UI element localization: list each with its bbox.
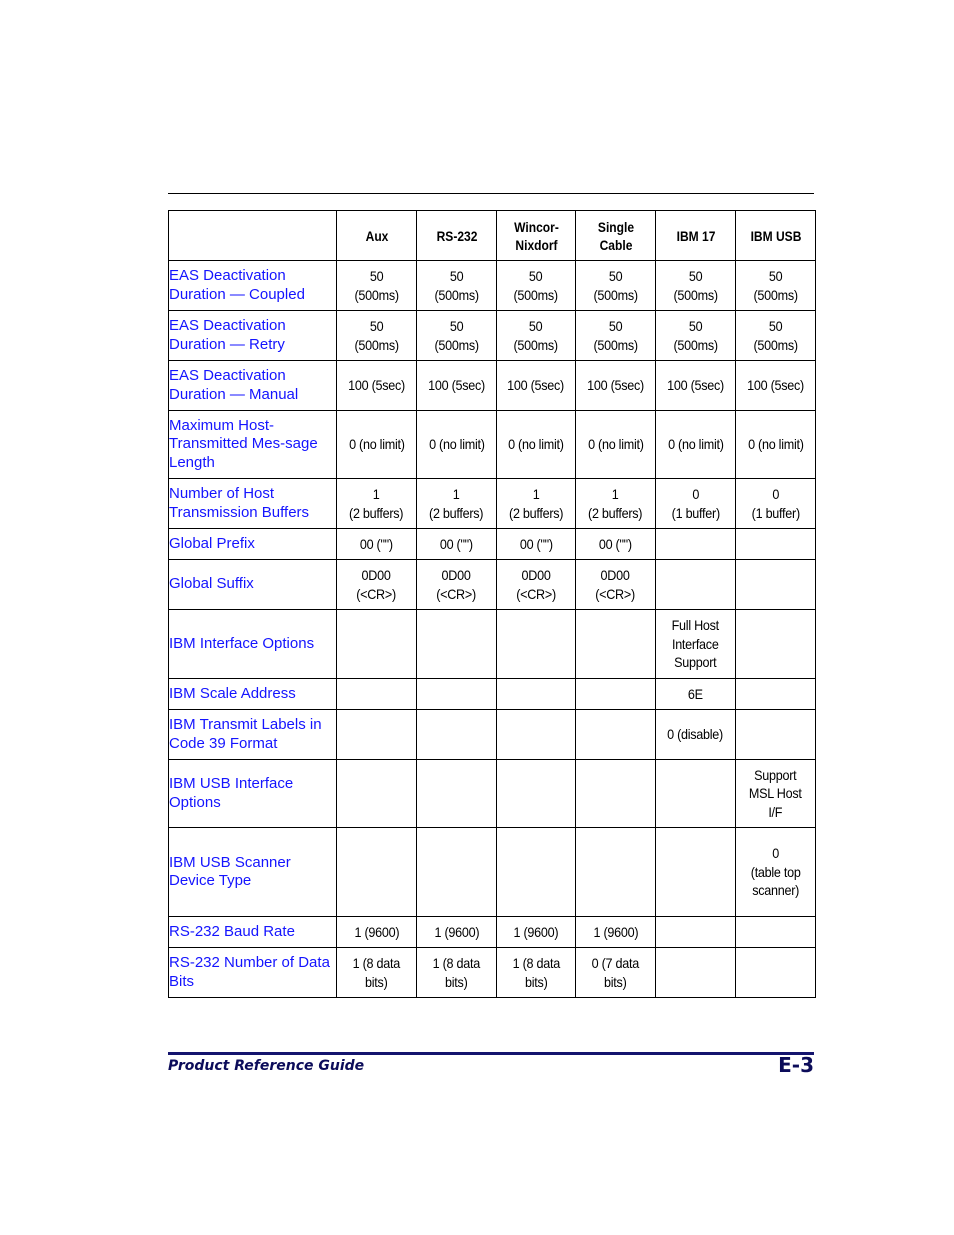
table-row [169,261,816,311]
value-cell [337,710,417,760]
value-cell [417,948,497,998]
column-header-rs232: RS-232 [422,211,491,261]
table-row [169,560,816,610]
table-row [169,479,816,529]
value-cell [576,411,656,479]
value-text: 00 ("") [440,535,473,552]
column-header-ibm17: IBM 17 [661,211,730,261]
parameter-name-cell: IBM Transmit Labels in Code 39 Format [169,710,337,760]
value-text: 0 (1 buffer) [671,486,720,521]
column-header-wincor-nixdorf: Wincor- Nixdorf [502,211,570,261]
value-cell [736,917,816,948]
value-cell [417,411,497,479]
value-text: 50 (500ms) [593,318,638,353]
value-cell [417,361,497,411]
value-text: 1 (8 data bits) [352,955,401,990]
value-cell [736,411,816,479]
value-cell [497,828,576,917]
value-cell [497,710,576,760]
parameter-name-cell: IBM USB Scanner Device Type [169,828,337,917]
parameter-name-cell: Number of Host Transmission Buffers [169,479,337,529]
value-cell [337,610,417,679]
value-cell [736,679,816,710]
value-cell [337,679,417,710]
value-cell [497,610,576,679]
value-text: 0D00 (<CR>) [436,567,477,602]
value-cell [736,529,816,560]
value-text: 0D00 (<CR>) [595,567,636,602]
value-cell [656,560,736,610]
value-text: 100 (5sec) [428,377,485,394]
value-cell [337,917,417,948]
value-cell [736,261,816,311]
value-cell [576,917,656,948]
header-rule [168,193,814,194]
value-text: 1 (2 buffers) [429,486,484,521]
value-cell [417,560,497,610]
value-cell [417,710,497,760]
table-row [169,679,816,710]
value-cell [656,948,736,998]
value-cell [417,917,497,948]
value-text: 1 (9600) [513,923,559,940]
value-cell [576,610,656,679]
parameter-name-cell: IBM Interface Options [169,610,337,679]
table-row [169,917,816,948]
value-text: 0 (no limit) [667,436,724,453]
table-row [169,411,816,479]
value-text: 100 (5sec) [348,377,405,394]
value-cell [497,411,576,479]
table-row [169,760,816,828]
value-text: 50 (500ms) [593,268,638,303]
value-cell [576,261,656,311]
value-text: 0 (no limit) [348,436,405,453]
value-cell [576,479,656,529]
value-cell [337,760,417,828]
value-cell [656,361,736,411]
value-text: 0 (disable) [667,726,724,743]
value-cell [497,760,576,828]
value-text: 50 (500ms) [753,268,798,303]
value-text: 1 (2 buffers) [508,486,564,521]
value-cell [656,917,736,948]
value-text: 0 (no limit) [747,436,804,453]
value-cell [337,948,417,998]
value-text: 50 (500ms) [354,318,399,353]
value-cell [417,828,497,917]
table-row [169,311,816,361]
value-cell [656,529,736,560]
page-number: E-3 [778,1053,814,1077]
value-text: 1 (8 data bits) [432,955,481,990]
value-cell [736,760,816,828]
value-text: 0 (1 buffer) [751,486,800,521]
value-text: 0 (no limit) [428,436,485,453]
footer-title: Product Reference Guide [168,1058,365,1074]
value-cell [576,311,656,361]
table-row [169,610,816,679]
value-cell [576,529,656,560]
value-text: 0 (7 data bits) [591,955,640,990]
value-text: 50 (500ms) [513,268,559,303]
value-cell [337,411,417,479]
table-header-row [169,211,816,261]
value-cell [417,311,497,361]
value-text: 50 (500ms) [673,268,718,303]
value-text: 1 (9600) [434,923,479,940]
value-cell [417,610,497,679]
value-cell [337,529,417,560]
value-text: 50 (500ms) [434,268,479,303]
value-cell [417,529,497,560]
value-text: Full Host Interface Support [671,617,720,671]
value-cell [497,948,576,998]
table-row [169,361,816,411]
defaults-table [168,210,816,998]
table-row [169,828,816,917]
table-row [169,710,816,760]
value-cell [337,311,417,361]
value-text: 1 (2 buffers) [588,486,643,521]
table-corner-cell [169,211,337,261]
value-text: 100 (5sec) [507,377,565,394]
value-cell [656,679,736,710]
footer-rule [168,1052,814,1055]
value-text: 0D00 (<CR>) [356,567,397,602]
parameter-name-cell: Global Suffix [169,560,337,610]
value-cell [736,560,816,610]
parameter-name-cell: EAS Deactivation Duration — Retry [169,311,337,361]
column-header-single-cable: Single Cable [581,211,650,261]
parameter-name-cell: IBM USB Interface Options [169,760,337,828]
value-cell [497,479,576,529]
value-cell [337,261,417,311]
value-cell [736,710,816,760]
value-text: 0 (no limit) [508,436,564,453]
value-cell [337,828,417,917]
value-cell [497,917,576,948]
value-cell [417,479,497,529]
value-cell [337,361,417,411]
value-cell [736,479,816,529]
parameter-name-cell: RS-232 Baud Rate [169,917,337,948]
value-cell [656,411,736,479]
column-header-ibm-usb: IBM USB [741,211,810,261]
parameter-name-cell: IBM Scale Address [169,679,337,710]
value-cell [576,948,656,998]
value-cell [337,479,417,529]
value-text: 0 (no limit) [587,436,644,453]
value-cell [497,361,576,411]
value-cell [656,610,736,679]
value-cell [497,261,576,311]
value-cell [576,760,656,828]
value-cell [656,479,736,529]
value-text: 100 (5sec) [667,377,724,394]
value-cell [417,760,497,828]
value-text: 50 (500ms) [513,318,559,353]
value-cell [736,828,816,917]
value-text: 6E [688,685,703,702]
value-text: 00 ("") [519,535,553,552]
value-cell [576,361,656,411]
value-cell [576,828,656,917]
value-text: 1 (9600) [354,923,399,940]
parameter-name-cell: Maximum Host-Transmitted Mes-sage Length [169,411,337,479]
parameter-name-cell: EAS Deactivation Duration — Manual [169,361,337,411]
value-cell [497,679,576,710]
value-text: 50 (500ms) [354,268,399,303]
value-text: 00 ("") [599,535,632,552]
value-cell [656,760,736,828]
parameter-name-cell: Global Prefix [169,529,337,560]
value-cell [656,710,736,760]
value-cell [337,560,417,610]
value-text: 1 (8 data bits) [512,955,560,990]
table-row [169,529,816,560]
value-text: 1 (9600) [593,923,638,940]
value-cell [736,610,816,679]
value-cell [417,261,497,311]
value-cell [736,948,816,998]
value-cell [497,311,576,361]
value-text: 00 ("") [360,535,393,552]
value-cell [576,679,656,710]
value-text: 50 (500ms) [673,318,718,353]
table-row [169,948,816,998]
value-cell [656,311,736,361]
parameter-name-cell: EAS Deactivation Duration — Coupled [169,261,337,311]
value-text: 100 (5sec) [587,377,644,394]
value-cell [417,679,497,710]
value-cell [576,710,656,760]
value-text: 1 (2 buffers) [349,486,404,521]
value-text: 0 (table top scanner) [750,845,801,899]
value-cell [497,560,576,610]
column-header-aux: Aux [342,211,411,261]
value-cell [736,361,816,411]
value-cell [656,261,736,311]
value-cell [736,311,816,361]
value-text: 50 (500ms) [753,318,798,353]
value-cell [576,560,656,610]
value-text: 100 (5sec) [747,377,804,394]
value-cell [656,828,736,917]
value-text: 50 (500ms) [434,318,479,353]
value-text: Support MSL Host I/F [749,766,802,820]
parameter-name-cell: RS-232 Number of Data Bits [169,948,337,998]
value-text: 0D00 (<CR>) [516,567,556,602]
value-cell [497,529,576,560]
